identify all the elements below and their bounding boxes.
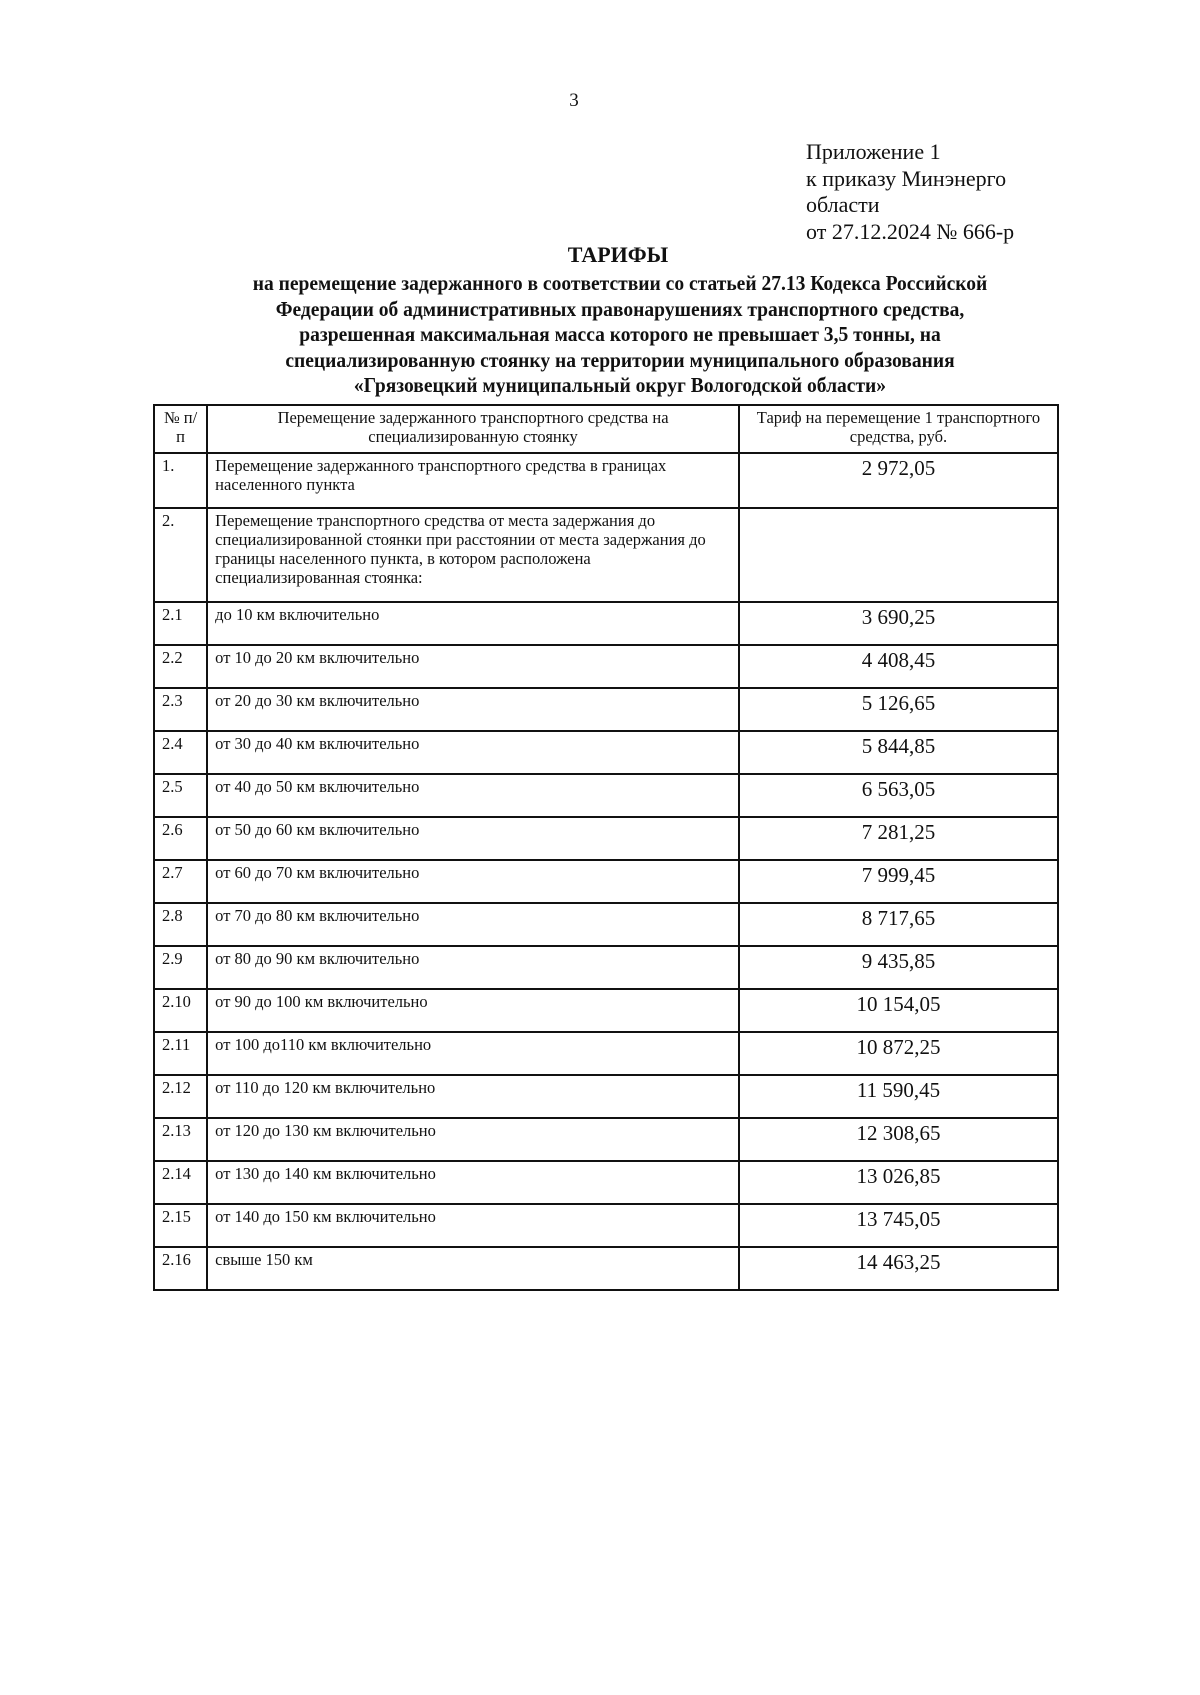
document-subtitle: [183, 271, 1057, 399]
row-number: 2.12: [154, 1075, 207, 1118]
row-number: 2.13: [154, 1118, 207, 1161]
row-number: 2.15: [154, 1204, 207, 1247]
row-price: 14 463,25: [739, 1247, 1058, 1290]
subtitle-line: Федерации об административных правонарушениях транспортного средства,: [275, 296, 965, 321]
row-price: [739, 508, 1058, 602]
row-description: от 20 до 30 км включительно: [207, 688, 739, 731]
appendix-reference: [806, 139, 1014, 245]
subtitle-line: специализированную стоянку на территории муниципального образования: [285, 347, 955, 372]
subtitle-line: разрешенная максимальная масса которого не превышает 3,5 тонны, на: [299, 322, 941, 346]
row-number: 2.14: [154, 1161, 207, 1204]
table-row: [154, 1247, 1058, 1290]
header-number: № п/п: [154, 405, 207, 453]
table-row: [154, 946, 1058, 989]
appendix-line: от 27.12.2024 № 666-р: [806, 218, 1015, 244]
row-price: 13 745,05: [739, 1204, 1058, 1247]
row-number: 2.8: [154, 903, 207, 946]
row-number: 2.7: [154, 860, 207, 903]
row-price: 6 563,05: [739, 774, 1058, 817]
table-row: [154, 1161, 1058, 1204]
row-number: 2.4: [154, 731, 207, 774]
table-row: [154, 1032, 1058, 1075]
row-price: 2 972,05: [739, 453, 1058, 508]
appendix-line: к приказу Минэнерго: [806, 165, 1007, 191]
row-description: от 110 до 120 км включительно: [207, 1075, 739, 1118]
row-description: от 130 до 140 км включительно: [207, 1161, 739, 1204]
table-row: [154, 688, 1058, 731]
row-price: 8 717,65: [739, 903, 1058, 946]
row-price: 5 126,65: [739, 688, 1058, 731]
subtitle-line: на перемещение задержанного в соответствии со статьей 27.13 Кодекса Российской: [252, 271, 988, 295]
row-number: 2.: [154, 508, 207, 602]
table-row: [154, 731, 1058, 774]
row-price: 7 281,25: [739, 817, 1058, 860]
row-description: от 40 до 50 км включительно: [207, 774, 739, 817]
row-number: 2.16: [154, 1247, 207, 1290]
row-price: 9 435,85: [739, 946, 1058, 989]
row-description: свыше 150 км: [207, 1247, 739, 1290]
row-description: от 10 до 20 км включительно: [207, 645, 739, 688]
table-row: [154, 903, 1058, 946]
row-description: от 30 до 40 км включительно: [207, 731, 739, 774]
document-title: ТАРИФЫ: [567, 242, 669, 267]
row-price: 12 308,65: [739, 1118, 1058, 1161]
row-description: Перемещение задержанного транспортного средства в границах населенного пункта: [207, 453, 739, 508]
row-description: от 100 до110 км включительно: [207, 1032, 739, 1075]
tariff-table: [153, 404, 1059, 1291]
table-row: [154, 989, 1058, 1032]
row-price: 10 154,05: [739, 989, 1058, 1032]
row-description: от 80 до 90 км включительно: [207, 946, 739, 989]
table-row: [154, 860, 1058, 903]
table-row: [154, 453, 1058, 508]
header-price: Тариф на перемещение 1 транспортного средства, руб.: [739, 405, 1058, 453]
table-row: [154, 1204, 1058, 1247]
table-header-row: [154, 405, 1058, 453]
row-number: 2.5: [154, 774, 207, 817]
row-number: 2.10: [154, 989, 207, 1032]
subtitle-line: «Грязовецкий муниципальный округ Вологодской области»: [353, 373, 887, 397]
page-number: 3: [569, 90, 579, 111]
row-price: 3 690,25: [739, 602, 1058, 645]
row-price: 11 590,45: [739, 1075, 1058, 1118]
row-price: 10 872,25: [739, 1032, 1058, 1075]
row-price: 13 026,85: [739, 1161, 1058, 1204]
table-row: [154, 817, 1058, 860]
row-description: от 50 до 60 км включительно: [207, 817, 739, 860]
row-description: от 60 до 70 км включительно: [207, 860, 739, 903]
table-row: [154, 645, 1058, 688]
row-price: 4 408,45: [739, 645, 1058, 688]
table-row: [154, 1118, 1058, 1161]
row-number: 2.9: [154, 946, 207, 989]
row-description: до 10 км включительно: [207, 602, 739, 645]
header-description: Перемещение задержанного транспортного средства на специализированную стоянку: [207, 405, 739, 453]
row-description: от 140 до 150 км включительно: [207, 1204, 739, 1247]
table-row: [154, 602, 1058, 645]
row-number: 2.1: [154, 602, 207, 645]
row-description: от 120 до 130 км включительно: [207, 1118, 739, 1161]
row-description: от 90 до 100 км включительно: [207, 989, 739, 1032]
appendix-line: Приложение 1: [806, 139, 941, 164]
table-row: [154, 1075, 1058, 1118]
table-row: [154, 508, 1058, 602]
row-price: 5 844,85: [739, 731, 1058, 774]
row-description: Перемещение транспортного средства от места задержания до специализированной стоянки при расстоянии от места задержания до границы населенного пункта, в котором расположена специализированная стоянка:: [207, 508, 739, 602]
row-price: 7 999,45: [739, 860, 1058, 903]
row-number: 2.11: [154, 1032, 207, 1075]
table-row: [154, 774, 1058, 817]
appendix-line: области: [806, 192, 880, 217]
row-description: от 70 до 80 км включительно: [207, 903, 739, 946]
row-number: 2.3: [154, 688, 207, 731]
row-number: 2.6: [154, 817, 207, 860]
row-number: 1.: [154, 453, 207, 508]
row-number: 2.2: [154, 645, 207, 688]
